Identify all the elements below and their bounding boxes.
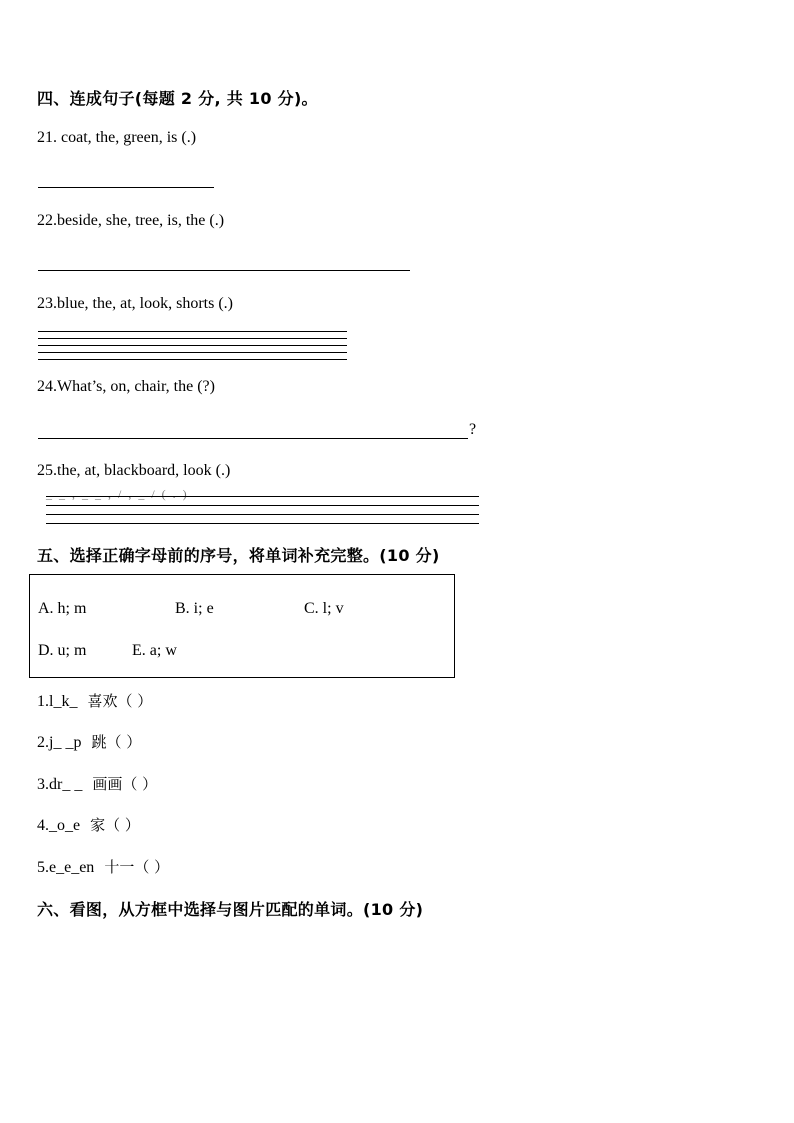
question-22: 22.beside, she, tree, is, the (.) <box>37 212 225 229</box>
section-5-heading: 五、选择正确字母前的序号，将单词补充完整。(10 分) <box>37 546 440 565</box>
fill-item-4 <box>37 814 140 835</box>
fill-item-meaning: 喜欢 <box>87 692 118 710</box>
option-c: C. l; v <box>304 600 344 617</box>
fill-item-word: 1.l_k_ <box>37 693 78 710</box>
answer-line-25c <box>46 514 479 515</box>
fill-item-word: 3.dr_ _ <box>37 776 83 793</box>
answer-paren: （ ） <box>117 692 153 710</box>
fill-item-word: 5.e_e_en <box>37 859 95 876</box>
fill-item-meaning: 十一 <box>104 858 135 876</box>
answer-paren: （ ） <box>105 816 140 834</box>
fill-item-5 <box>37 856 169 877</box>
option-e: E. a; w <box>132 642 177 659</box>
answer-paren: （ ） <box>134 858 170 876</box>
options-box <box>29 574 455 678</box>
fill-item-2 <box>37 731 141 752</box>
answer-line-23b <box>38 338 347 339</box>
fill-item-1 <box>37 690 152 711</box>
answer-line-24 <box>38 438 468 439</box>
answer-line-23c <box>38 345 347 346</box>
option-b: B. i; e <box>175 600 214 617</box>
fill-item-word: 4._o_e <box>37 817 81 834</box>
answer-line-25d <box>46 523 479 524</box>
answer-line-25a <box>46 496 479 497</box>
fill-item-meaning: 画画 <box>92 775 123 793</box>
question-25: 25.the, at, blackboard, look (.) <box>37 462 231 479</box>
answer-line-23a <box>38 331 347 332</box>
question-24-end-mark: ? <box>469 421 477 438</box>
question-21: 21. coat, the, green, is (.) <box>37 129 197 146</box>
fill-item-meaning: 跳 <box>91 733 107 751</box>
faint-scan-text: _ _ , _ _ , / , _ / ( . ) <box>46 487 189 501</box>
fill-item-meaning: 家 <box>90 816 106 834</box>
option-a: A. h; m <box>38 600 87 617</box>
answer-line-23e <box>38 359 347 360</box>
answer-line-23d <box>38 352 347 353</box>
fill-item-3 <box>37 773 157 794</box>
answer-paren: （ ） <box>106 733 142 751</box>
section-6-heading: 六、看图，从方框中选择与图片匹配的单词。(10 分) <box>37 900 424 919</box>
option-d: D. u; m <box>38 642 87 659</box>
answer-line-21 <box>38 187 214 188</box>
answer-line-22 <box>38 270 410 271</box>
fill-item-word: 2.j_ _p <box>37 734 82 751</box>
question-24: 24.What’s, on, chair, the (?) <box>37 378 215 395</box>
answer-paren: （ ） <box>122 775 158 793</box>
answer-line-25b <box>46 505 479 506</box>
section-4-heading: 四、连成句子(每题 2 分, 共 10 分)。 <box>37 89 318 108</box>
question-23: 23.blue, the, at, look, shorts (.) <box>37 295 233 312</box>
